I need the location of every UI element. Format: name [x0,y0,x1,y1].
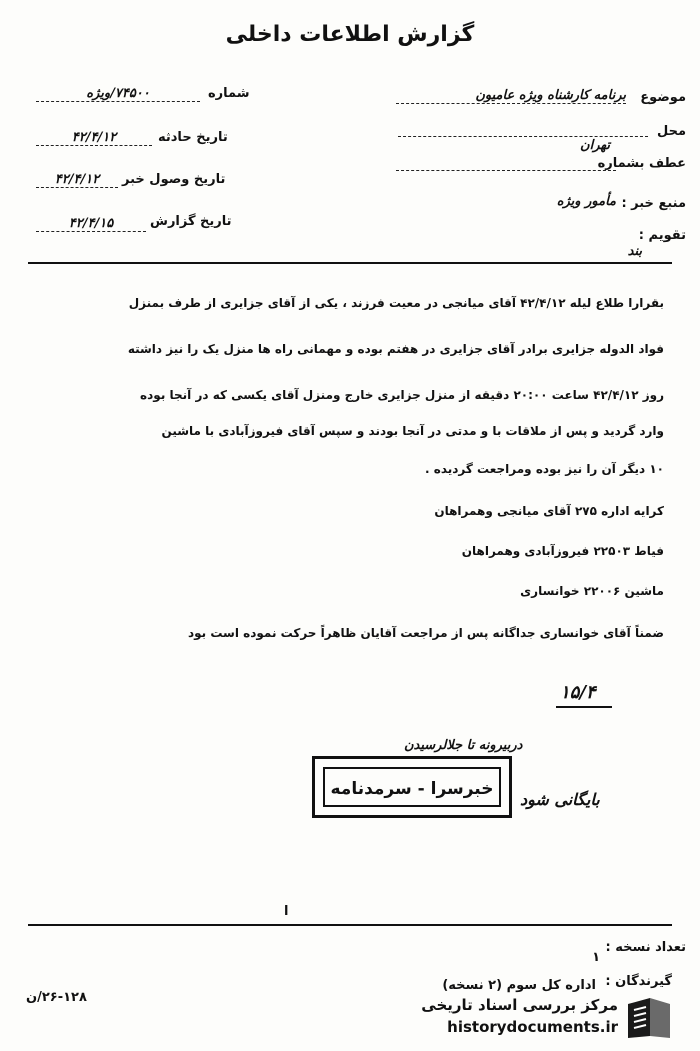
source-label: منبع خبر : [621,196,686,211]
body-line-5: ۱۰ دیگر آن را نیز بوده ومراجعت گردیده . [425,462,664,476]
body-note: ضمناً آقای خوانساری جداگانه پس از مراجعت آقایان ظاهراً حرکت نموده است بود [187,626,664,640]
place-line [398,136,648,137]
number-label: شماره [208,86,250,101]
form-code: ۲۶-۱۲۸/ن [26,990,87,1005]
initials: ۱۵/۴ [560,682,596,703]
car-line-1: کرایه اداره ۲۷۵ آقای میانجی وهمراهان [434,504,664,518]
tick-mark: ا [284,904,289,919]
stamp [312,756,512,818]
recipients-label: گیرندگان : [605,974,672,989]
body-line-1: بقرارا طلاع لیله ۴۲/۴/۱۲ آقای میانجی در معیت فرزند ، یکی از آقای جزایری از طرف بمنزل [128,296,664,310]
copies-label: تعداد نسخه : [605,940,686,955]
car-line-2: فیاط ۲۲۵۰۳ فیروزآبادی وهمراهان [461,544,664,558]
copies-value: ۱ [592,950,600,965]
source-value: مأمور ویژه [556,194,616,209]
body-line-2: فواد الدوله جزایری برادر آقای جزایری در هفتم بوده و مهمانی راه ها منزل یک را نیز داشته [127,342,664,356]
header-divider [28,262,672,264]
place-label: محل [656,124,686,139]
evaluation-label: تقویم : [638,228,686,243]
body-line-4: وارد گردید و پس از ملاقات با و مدتی در آنجا بودند و سپس آقای فیروزآبادی با ماشین [161,424,664,438]
incident-date-label: تاریخ حادثه [158,130,228,145]
subject-value: برنامه کارشناه ویژه عامیون [396,88,626,104]
followup-line [396,170,616,171]
car-line-3: ماشین ۲۲۰۰۶ خوانساری [520,584,664,598]
stamp-text: خبرسرا - سرمدنامه [323,767,501,807]
followup-label: عطف بشماره [597,156,686,171]
footer-divider [28,924,672,926]
report-date-label: تاریخ گزارش [150,214,232,229]
archive-logo-icon [624,996,674,1040]
receipt-date-label: تاریخ وصول خبر [122,172,226,187]
watermark-line-1: مرکز بررسی اسناد تاریخی [421,996,618,1014]
recipients-value: اداره کل سوم (۲ نسخه) [442,978,596,993]
signature-line-1: دربیرونه تا جلالرسیدن [404,738,523,753]
receipt-date-value: ۴۲/۴/۱۲ [36,172,118,188]
incident-date-value: ۴۲/۴/۱۲ [36,130,152,146]
signature-line-2: بایگانی شود [520,790,600,809]
report-date-value: ۴۲/۴/۱۵ [36,216,146,232]
body-line-3: روز ۴۲/۴/۱۲ ساعت ۲۰:۰۰ دقیقه از منزل جزایری خارج ومنزل آقای یکسی که در آنجا بوده [140,388,664,402]
document-title: گزارش اطلاعات داخلی [225,22,475,47]
initials-underline [556,706,612,708]
evaluation-value: بند [627,244,642,259]
subject-label: موضوع [640,90,686,105]
watermark-line-2: historydocuments.ir [447,1018,618,1036]
place-value: تهران [580,138,610,153]
number-value: ۷۴۵۰۰/ویژه [36,86,200,102]
